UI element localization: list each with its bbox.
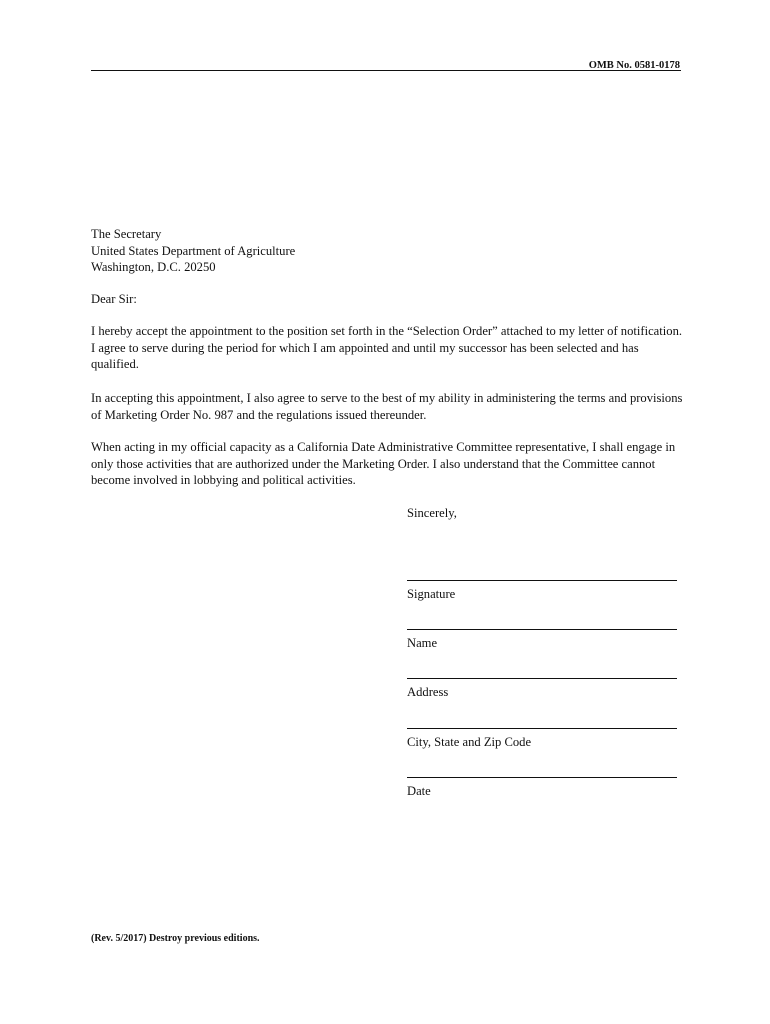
header-rule (91, 70, 681, 71)
date-field[interactable] (407, 777, 679, 799)
city-state-zip-label: City, State and Zip Code (407, 735, 532, 749)
address-field[interactable] (407, 678, 679, 700)
paragraph-agreement (91, 390, 683, 423)
paragraph-agreement-text: In accepting this appointment, I also agree to serve to the best of my ability in administering the terms and provisions of Marketing Order No. 987 and the regulations issued thereunder. (91, 391, 683, 422)
recipient-line-1: The Secretary (91, 227, 162, 241)
closing: Sincerely, (407, 506, 457, 520)
address-line[interactable] (407, 678, 677, 679)
signature-field[interactable] (407, 580, 679, 602)
paragraph-acceptance (91, 323, 683, 373)
date-line[interactable] (407, 777, 677, 778)
signature-label: Signature (407, 587, 456, 601)
name-label: Name (407, 636, 438, 650)
address-label: Address (407, 685, 449, 699)
city-state-zip-line[interactable] (407, 728, 677, 729)
date-label: Date (407, 784, 431, 798)
revision-footer: (Rev. 5/2017) Destroy previous editions. (91, 933, 260, 944)
recipient-line-2: United States Department of Agriculture (91, 243, 296, 258)
city-state-zip-field[interactable] (407, 728, 679, 750)
paragraph-conduct-text: When acting in my official capacity as a California Date Administrative Committee representative, I shall engage in only those activities that are authorized under the Marketing Order. I also understand that the Committee cannot become involved in lobbying and political activities. (91, 440, 676, 487)
paragraph-acceptance-text: I hereby accept the appointment to the position set forth in the “Selection Order” attached to my letter of notification. I agree to serve during the period for which I am appointed and until my successor has been selected and has qualified. (91, 324, 683, 371)
signature-line[interactable] (407, 580, 677, 581)
recipient-address (91, 226, 683, 276)
name-line[interactable] (407, 629, 677, 630)
name-field[interactable] (407, 629, 679, 651)
omb-number: OMB No. 0581-0178 (588, 60, 680, 71)
salutation: Dear Sir: (91, 292, 137, 306)
recipient-line-3: Washington, D.C. 20250 (91, 260, 216, 274)
paragraph-conduct (91, 439, 683, 489)
